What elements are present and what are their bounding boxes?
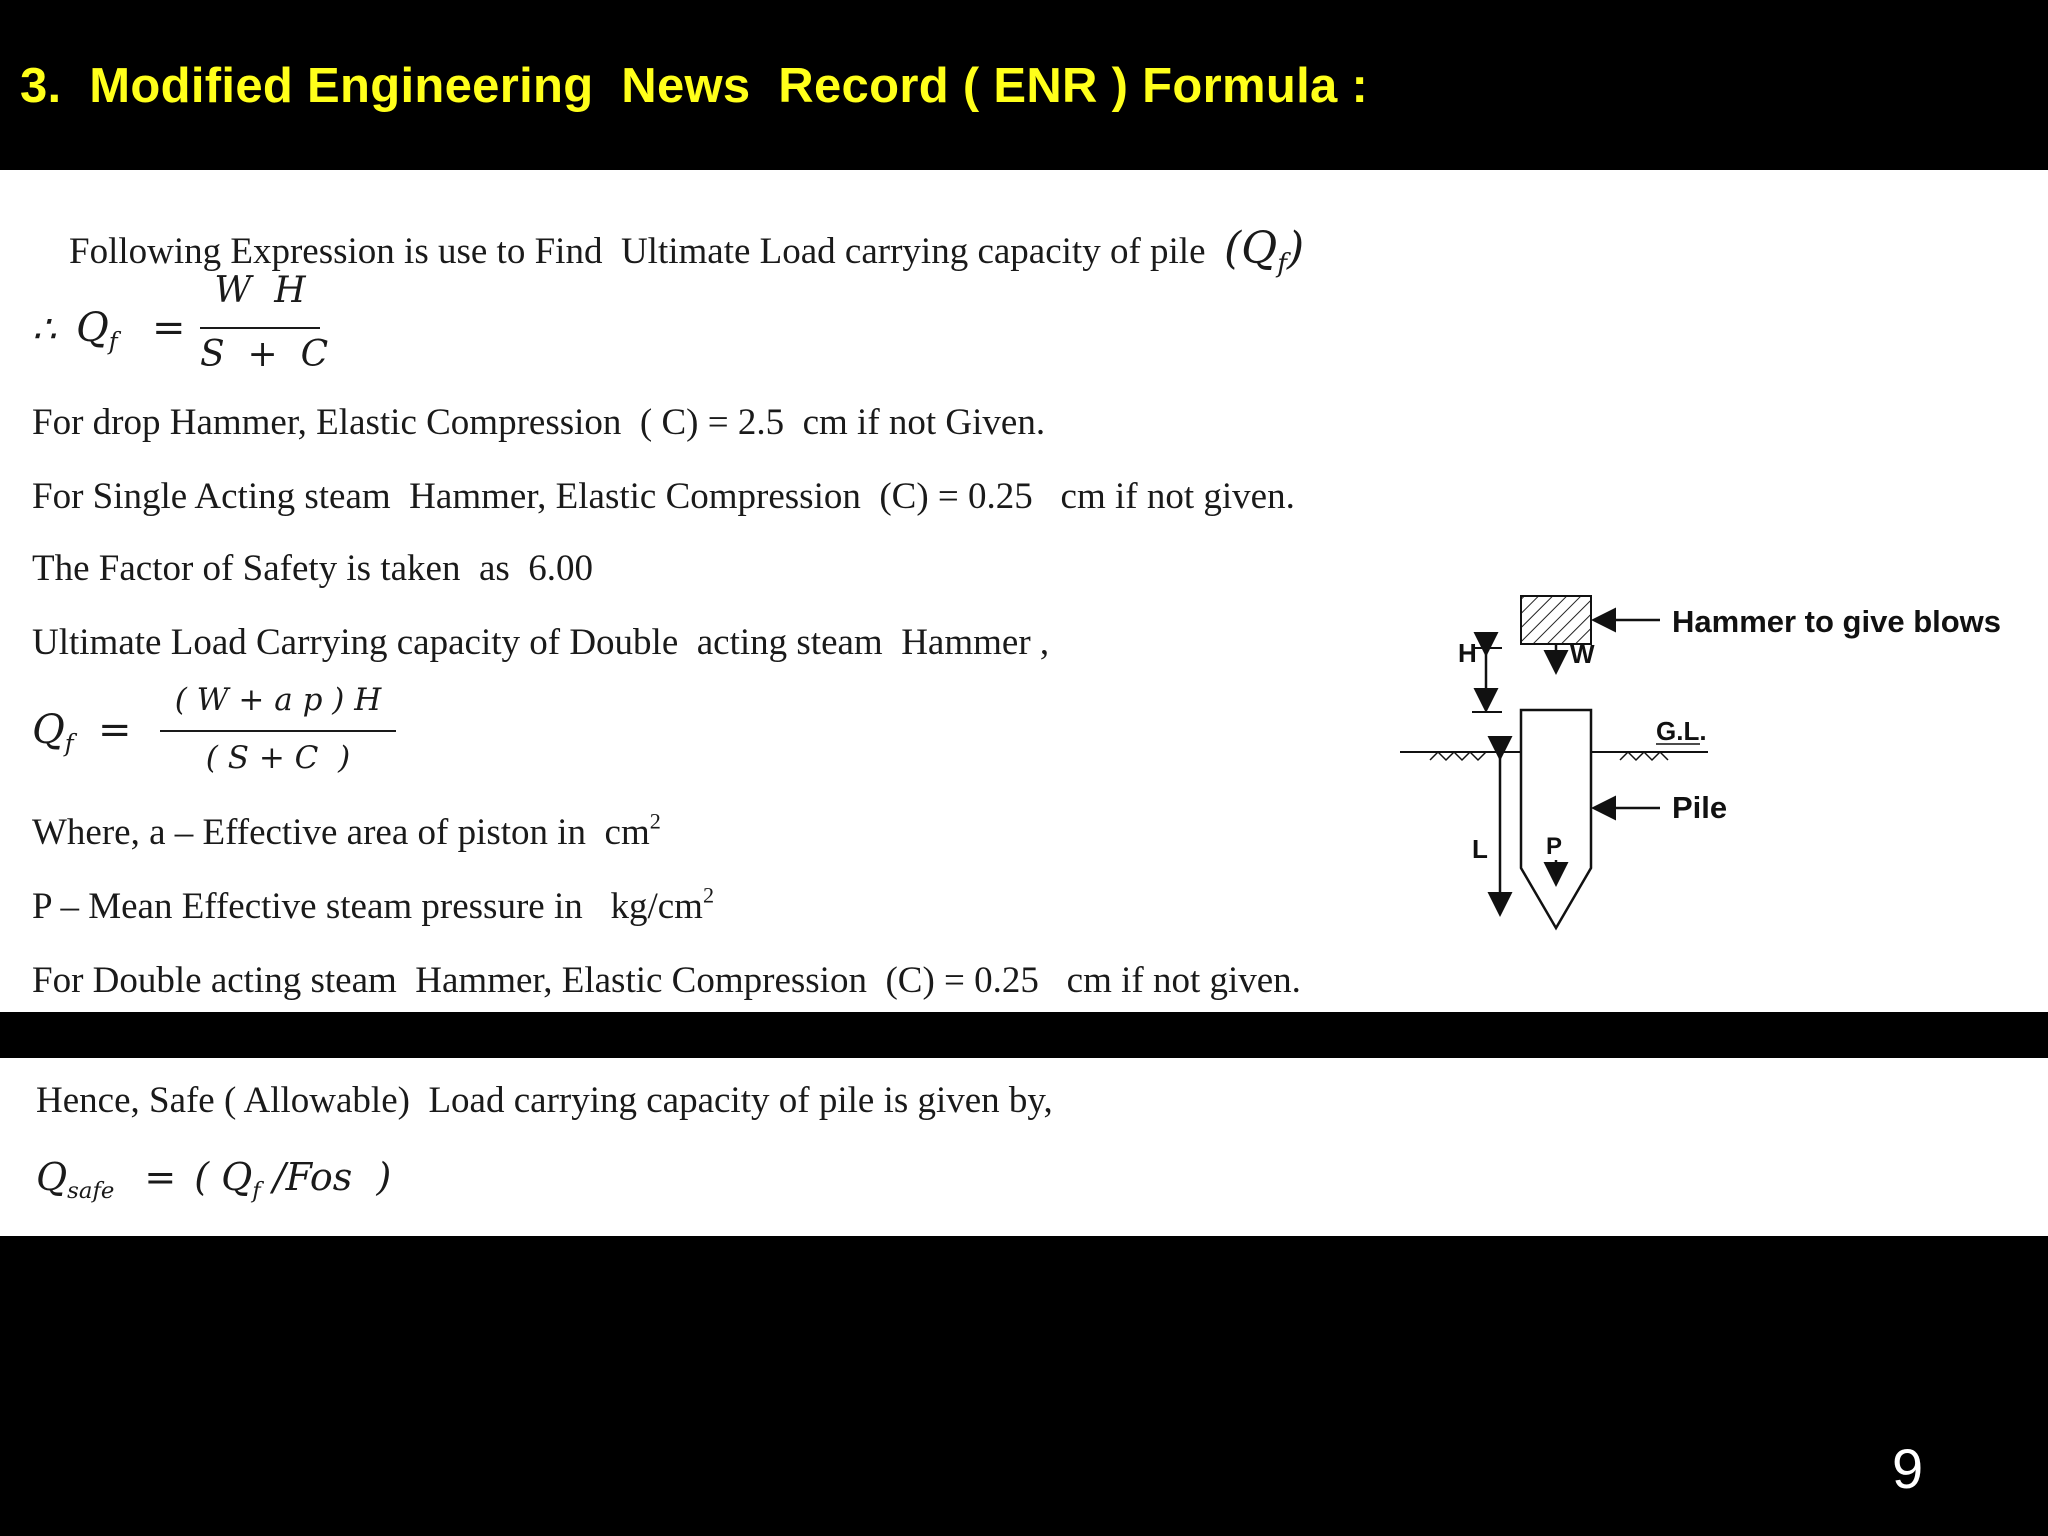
- formula1-denominator: S + C: [200, 334, 329, 375]
- safe-capacity-line: Hence, Safe ( Allowable) Load carrying capacity of pile is given by,: [36, 1080, 1053, 1121]
- formula1-fraction: [200, 270, 329, 390]
- hammer-block: [1521, 596, 1591, 644]
- formula2-numerator: ( W + a p ) H: [174, 682, 382, 718]
- safe-q-sub: safe: [67, 1177, 115, 1204]
- gl-label: G.L.: [1656, 716, 1707, 746]
- formula2-lhs: [32, 707, 74, 758]
- p-label: P: [1546, 833, 1563, 860]
- intro-q-symbol: [1224, 223, 1305, 280]
- intro-text: Following Expression is use to Find Ultimate Load carrying capacity of pile: [69, 231, 1225, 272]
- h-label: H: [1458, 638, 1477, 668]
- slide-title: 3. Modified Engineering News Record ( ENR ) Formula :: [20, 59, 1369, 113]
- ground-hatch-right: [1620, 752, 1668, 760]
- double-acting-c-line: For Double acting steam Hammer, Elastic Compression (C) = 0.25 cm if not given.: [32, 960, 1301, 1001]
- safe-q: Q: [36, 1155, 68, 1199]
- safe-formula: [36, 1155, 392, 1204]
- formula1-fraction-bar: [200, 327, 320, 329]
- safe-rhs-open: ( Q: [194, 1155, 253, 1199]
- safe-rhs-rest: /Fos ): [260, 1155, 392, 1199]
- formula2-fraction: [160, 682, 396, 792]
- steam-pressure-line: [32, 882, 715, 927]
- intro-q: (Q: [1224, 223, 1278, 274]
- drop-hammer-line: For drop Hammer, Elastic Compression ( C) = 2.5 cm if not Given.: [32, 402, 1046, 443]
- hammer-label: Hammer to give blows: [1672, 604, 2002, 639]
- piston-area-line: [32, 808, 661, 853]
- single-acting-line: For Single Acting steam Hammer, Elastic Compression (C) = 0.25 cm if not given.: [32, 476, 1295, 517]
- w-label: W: [1570, 639, 1595, 669]
- formula2-denominator: ( S + C ): [205, 740, 351, 776]
- double-acting-intro-line: Ultimate Load Carrying capacity of Double acting steam Hammer ,: [32, 622, 1050, 663]
- steam-pressure-sup: 2: [702, 882, 715, 908]
- factor-of-safety-line: The Factor of Safety is taken as 6.00: [32, 548, 594, 589]
- content-panel-bottom: [0, 1058, 2048, 1236]
- l-label: L: [1472, 834, 1488, 864]
- pile-label: Pile: [1672, 790, 1728, 825]
- formula2-fraction-bar: [160, 730, 396, 732]
- formula1-q-sub: f: [108, 327, 118, 356]
- piston-area-text: Where, a – Effective area of piston in cm: [32, 812, 650, 853]
- piston-area-sup: 2: [649, 808, 661, 834]
- pile-shape: [1521, 710, 1591, 928]
- page-number: 9: [1892, 1437, 1924, 1500]
- ground-hatch-left: [1430, 752, 1486, 760]
- intro-q-close: ): [1287, 223, 1305, 274]
- formula1-numerator: W H: [214, 270, 306, 311]
- safe-rhs-sub: f: [252, 1177, 261, 1204]
- pile-driving-diagram: [1390, 560, 2040, 980]
- safe-equals: =: [144, 1155, 177, 1199]
- formula2-q: Q: [32, 707, 65, 753]
- therefore-symbol: ∴: [32, 307, 57, 351]
- formula1-lhs: [76, 305, 118, 356]
- formula2-equals: =: [98, 707, 132, 753]
- steam-pressure-text: P – Mean Effective steam pressure in kg/cm: [32, 886, 703, 927]
- formula1-q: Q: [76, 305, 109, 351]
- content-panel-top: [0, 170, 2048, 1012]
- formula2-q-sub: f: [64, 729, 74, 758]
- formula1-equals: =: [152, 305, 186, 351]
- intro-q-sub: f: [1277, 248, 1288, 280]
